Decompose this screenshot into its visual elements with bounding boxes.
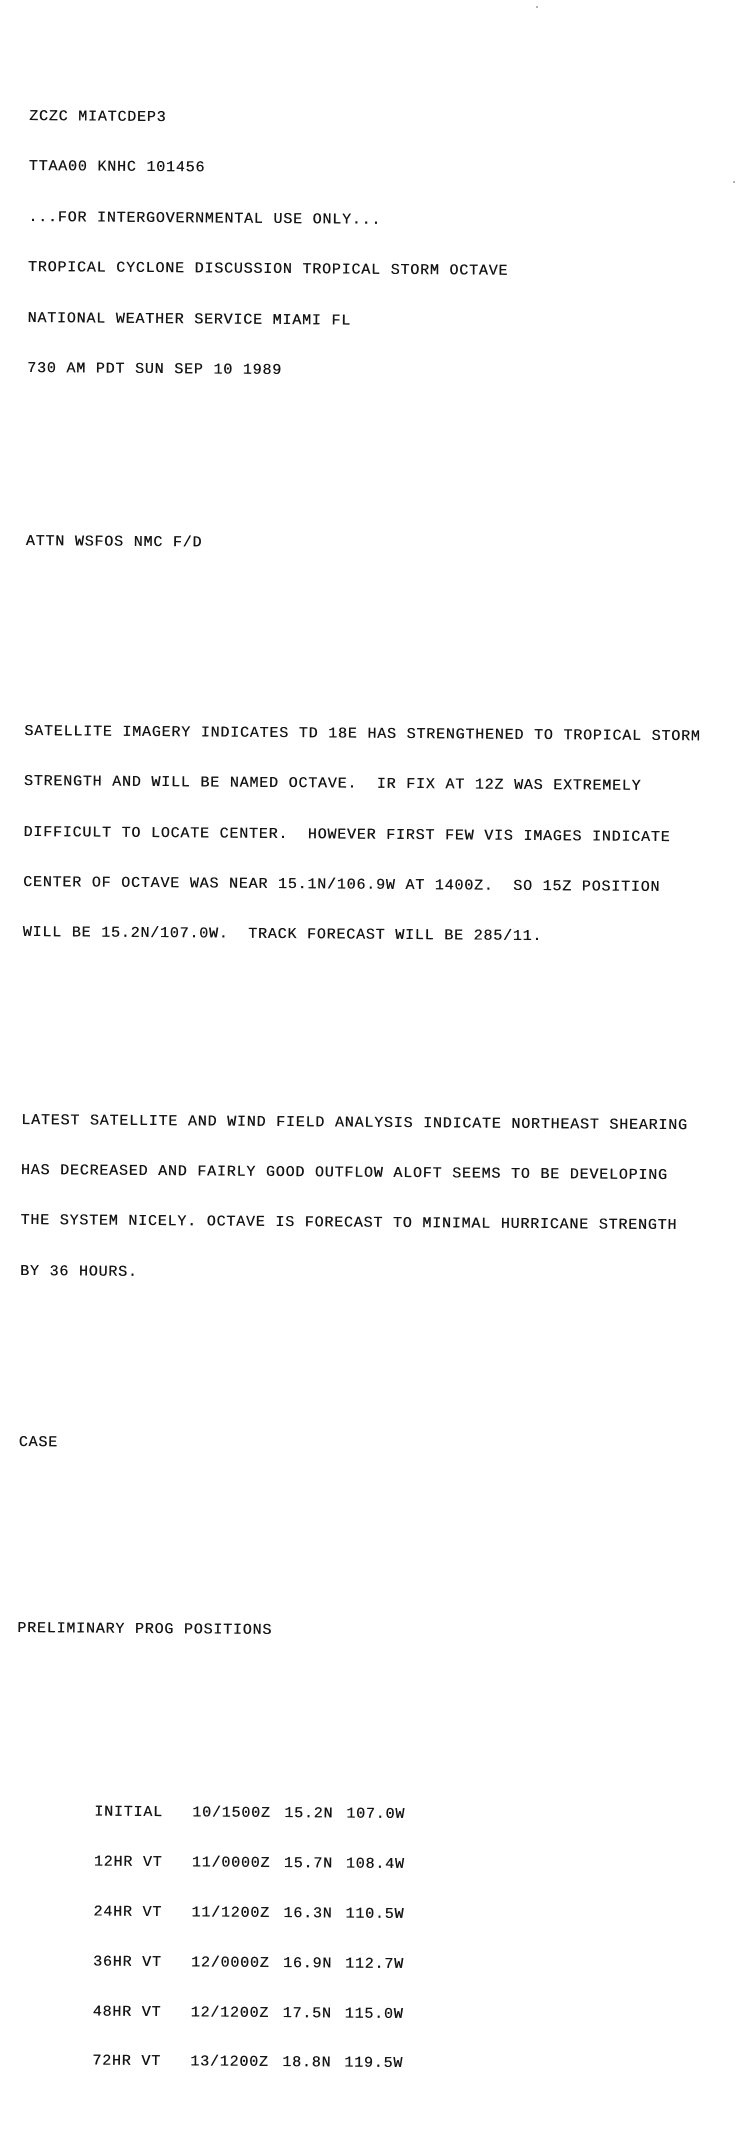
prog-longitude: 110.5W bbox=[345, 1905, 405, 1923]
prog-label: 36HR VT bbox=[93, 1953, 162, 1971]
paragraph-line: WILL BE 15.2N/107.0W. TRACK FORECAST WILL BE 285/11. bbox=[22, 924, 543, 946]
prog-datetime: 10/1500Z bbox=[192, 1804, 271, 1822]
bulletin-header bbox=[27, 75, 746, 417]
prog-datetime: 13/1200Z bbox=[190, 2053, 269, 2072]
prog-longitude: 112.7W bbox=[344, 1955, 404, 1973]
prog-latitude: 16.3N bbox=[283, 1904, 333, 1923]
prog-position-row bbox=[16, 1788, 732, 1823]
prog-latitude: 16.9N bbox=[282, 1954, 333, 1973]
prog-positions-heading: PRELIMINARY PROG POSITIONS bbox=[17, 1619, 273, 1639]
prog-longitude: 108.4W bbox=[345, 1855, 405, 1873]
prog-position-row bbox=[14, 1988, 730, 2023]
prog-latitude: 15.7N bbox=[283, 1854, 333, 1873]
attention-line: ATTN WSFOS NMC F/D bbox=[25, 533, 203, 552]
prog-datetime: 11/1200Z bbox=[191, 1904, 270, 1922]
bulletin-text bbox=[13, 7, 746, 2144]
prog-latitude: 15.2N bbox=[284, 1804, 334, 1823]
discussion-paragraph-1 bbox=[22, 690, 740, 982]
prog-position-row bbox=[15, 1838, 731, 1873]
prog-latitude: 17.5N bbox=[282, 2004, 332, 2022]
attention-block bbox=[25, 500, 742, 590]
paragraph-line: LATEST SATELLITE AND WIND FIELD ANALYSIS INDICATE NORTHEAST SHEARING bbox=[21, 1111, 688, 1134]
prog-position-row bbox=[15, 1888, 731, 1923]
paragraph-line: SATELLITE IMAGERY INDICATES TD 18E HAS STRENGTHENED TO TROPICAL STORM bbox=[24, 722, 701, 746]
issue-time-line: 730 AM PDT SUN SEP 10 1989 bbox=[27, 359, 283, 379]
prog-longitude: 107.0W bbox=[346, 1805, 406, 1823]
prog-label: 24HR VT bbox=[93, 1903, 163, 1921]
prog-datetime: 12/0000Z bbox=[191, 1953, 270, 1972]
prog-latitude: 18.8N bbox=[282, 2054, 332, 2072]
paragraph-line: THE SYSTEM NICELY. OCTAVE IS FORECAST TO MINIMAL HURRICANE STRENGTH bbox=[20, 1212, 678, 1235]
scan-speck bbox=[733, 181, 735, 183]
prog-datetime: 12/1200Z bbox=[190, 2003, 270, 2022]
issuing-office-line: NATIONAL WEATHER SERVICE MIAMI FL bbox=[27, 309, 352, 330]
prog-label: 12HR VT bbox=[93, 1853, 163, 1871]
paragraph-line: CENTER OF OCTAVE WAS NEAR 15.1N/106.9W AT 1400Z. SO 15Z POSITION bbox=[23, 873, 661, 896]
signature-block bbox=[18, 1401, 735, 1491]
wmo-routing-line: ZCZC MIATCDEP3 bbox=[29, 107, 167, 127]
wmo-heading-line: TTAA00 KNHC 101456 bbox=[28, 158, 206, 177]
use-notice-line: ...FOR INTERGOVERNMENTAL USE ONLY... bbox=[28, 208, 382, 229]
scan-speck bbox=[536, 6, 538, 8]
paragraph-line: HAS DECREASED AND FAIRLY GOOD OUTFLOW ALOFT SEEMS TO BE DEVELOPING bbox=[20, 1162, 668, 1185]
prog-positions-heading-block bbox=[17, 1587, 734, 1677]
prog-position-row bbox=[14, 2037, 730, 2073]
prog-longitude: 119.5W bbox=[344, 2054, 404, 2073]
prog-label: 48HR VT bbox=[92, 2003, 162, 2021]
prog-datetime: 11/0000Z bbox=[191, 1854, 271, 1872]
prog-longitude: 115.0W bbox=[344, 2005, 404, 2023]
prog-position-row bbox=[15, 1938, 731, 1973]
forecaster-signature: CASE bbox=[18, 1434, 59, 1452]
paragraph-line: DIFFICULT TO LOCATE CENTER. HOWEVER FIRST FEW VIS IMAGES INDICATE bbox=[23, 823, 671, 846]
paragraph-line: BY 36 HOURS. bbox=[20, 1262, 138, 1281]
prog-label: INITIAL bbox=[94, 1803, 163, 1822]
prog-positions-table bbox=[14, 1754, 733, 2093]
paragraph-line: STRENGTH AND WILL BE NAMED OCTAVE. IR FIX AT 12Z WAS EXTREMELY bbox=[23, 773, 642, 795]
prog-label: 72HR VT bbox=[92, 2052, 161, 2071]
product-title-line: TROPICAL CYCLONE DISCUSSION TROPICAL STORM OCTAVE bbox=[27, 259, 509, 280]
discussion-paragraph-2 bbox=[20, 1079, 738, 1320]
